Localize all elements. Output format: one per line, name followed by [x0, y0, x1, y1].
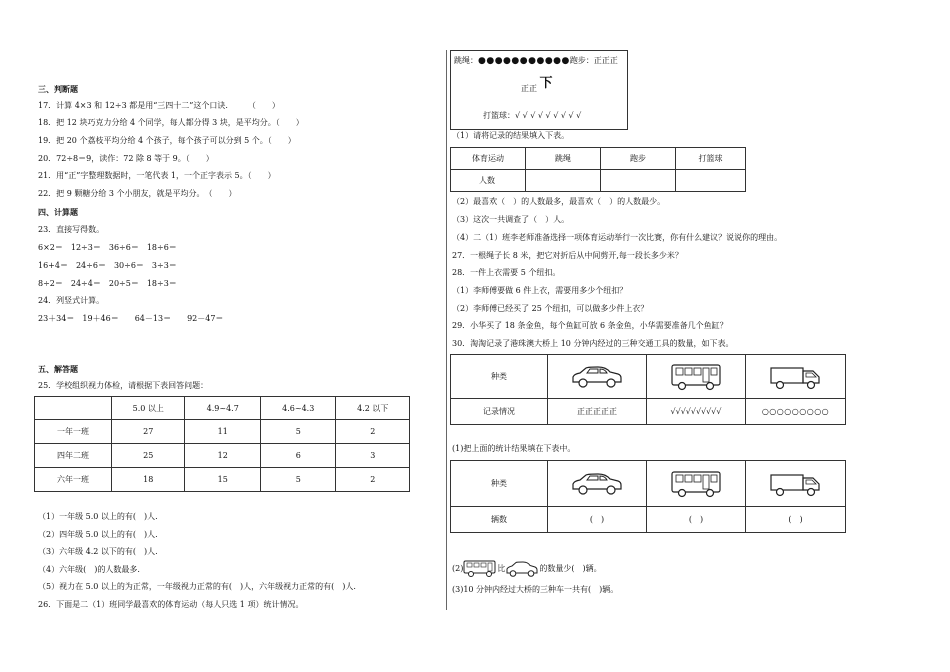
tally-record-box — [450, 50, 628, 130]
bus-cell — [647, 355, 746, 399]
blank-cell[interactable] — [526, 170, 601, 192]
calc-row-1: 6×2＝ 12÷3＝ 36÷6＝ 18÷6＝ — [38, 243, 177, 252]
table-row — [35, 444, 410, 468]
table-cell: 12 — [185, 444, 261, 468]
running-tally-partial: 下 — [539, 76, 553, 91]
table-cell: 15 — [185, 468, 261, 492]
question-22: 22．把 9 颗糖分给 3 个小朋友，就是平均分。 （ ） — [38, 189, 237, 198]
question-19: 19．把 20 个荔枝平均分给 4 个孩子，每个孩子可以分到 5 个。（ ） — [38, 136, 296, 145]
count-blank[interactable]: ( ) — [746, 507, 846, 533]
table-cell: 跑步 — [601, 148, 676, 170]
question-30: 30．淘淘记录了港珠澳大桥上 10 分钟内经过的三种交通工具的数量，如下表。 — [452, 339, 734, 348]
running-tally: 正正 — [521, 84, 537, 93]
table-row — [451, 399, 846, 425]
vehicle-count-table — [450, 460, 846, 533]
car-icon — [570, 364, 624, 390]
vehicle-record-table — [450, 354, 846, 425]
car-icon — [505, 560, 539, 578]
truck-cell — [746, 461, 846, 507]
question-29: 29．小华买了 18 条金鱼，每个鱼缸可放 6 条金鱼，小华需要准备几个鱼缸？ — [452, 321, 728, 330]
question-17: 17．计算 4×3 和 12÷3 都是用“三四十二”这个口诀. （ ） — [38, 101, 280, 110]
tally-line-basketball: 打篮球：√ √ √ √ √ √ √ √ √ — [483, 111, 582, 120]
car-icon — [570, 471, 624, 497]
car-cell — [548, 461, 647, 507]
question-24: 24．列竖式计算。 — [38, 296, 105, 305]
table-cell: 25 — [112, 444, 185, 468]
question-26-3: （3）这次一共调查了（ ）人。 — [452, 215, 570, 224]
table-cell: 打篮球 — [676, 148, 746, 170]
question-25: 25．学校组织视力体检，请根据下表回答问题： — [38, 381, 209, 390]
table-row — [35, 468, 410, 492]
question-27: 27．一根绳子长 8 米，把它对折后从中间剪开,每一段长多少米？ — [452, 251, 683, 260]
question-28: 28．一件上衣需要 5 个纽扣。 — [452, 268, 561, 277]
table-cell: 一年一班 — [35, 420, 112, 444]
question-26: 26．下面是二（1）班同学最喜欢的体育运动（每人只选 1 项）统计情况。 — [38, 600, 304, 609]
truck-icon — [769, 362, 823, 392]
bus-cell — [647, 461, 746, 507]
sports-table-header — [451, 148, 746, 170]
sports-table — [450, 147, 746, 192]
table-cell: 4.2 以下 — [336, 397, 410, 420]
table-row — [451, 507, 846, 533]
question-26-2: （2）最喜欢（ ）的人数最多，最喜欢（ ）的人数最少。 — [452, 197, 666, 206]
question-28-1: （1）李师傅要做 6 件上衣，需要用多少个纽扣？ — [452, 286, 628, 295]
table-cell: 体育运动 — [451, 148, 526, 170]
bus-icon — [669, 362, 723, 392]
table-row — [451, 355, 846, 399]
question-23: 23．直接写得数。 — [38, 225, 105, 234]
question-26-4: （4）二（1）班李老师准备选择一项体育运动举行一次比赛，你有什么建议？说说你的理由。 — [452, 233, 783, 242]
blank-cell[interactable] — [601, 170, 676, 192]
question-30-2 — [452, 560, 602, 578]
tally-line-jumprope — [454, 56, 618, 66]
q30-2-compare: 比 — [497, 564, 506, 573]
table-cell: ○○○○○○○○○ — [746, 399, 846, 425]
table-cell: 种类 — [451, 461, 548, 507]
table-cell: 4.6~4.3 — [260, 397, 336, 420]
table-cell: 27 — [112, 420, 185, 444]
vision-table-header — [35, 397, 410, 420]
question-25-5: （5）视力在 5.0 以上的为正常，一年级视力正常的有( )人，六年级视力正常的有( )人. — [38, 582, 356, 591]
table-cell: √√√√√√√√√√ — [647, 399, 746, 425]
question-25-2: （2）四年级 5.0 以上的有( )人. — [38, 530, 158, 539]
section-4-title: 四、计算题 — [38, 207, 78, 217]
table-cell: 4.9~4.7 — [185, 397, 261, 420]
vision-table — [34, 396, 410, 492]
running-label: 跑步：正正正 — [569, 56, 618, 65]
truck-cell — [746, 355, 846, 399]
table-row — [35, 420, 410, 444]
table-cell: 种类 — [451, 355, 548, 399]
question-30-3: (3)10 分钟内经过大桥的三种车一共有( )辆。 — [452, 585, 619, 594]
table-cell: 5 — [260, 468, 336, 492]
table-cell: 11 — [185, 420, 261, 444]
table-row — [451, 461, 846, 507]
blank-cell[interactable] — [676, 170, 746, 192]
bus-icon — [669, 469, 723, 499]
question-25-1: （1）一年级 5.0 以上的有( )人. — [38, 512, 158, 521]
question-30-1: (1)把上面的统计结果填在下表中。 — [452, 444, 576, 453]
table-cell: 四年二班 — [35, 444, 112, 468]
table-cell: 2 — [336, 468, 410, 492]
calc-row-4: 23＋34＝ 19＋46＝ 64－13＝ 92－47＝ — [38, 314, 224, 323]
table-cell: 六年一班 — [35, 468, 112, 492]
question-28-2: （2）李师傅已经买了 25 个纽扣，可以做多少件上衣？ — [452, 304, 649, 313]
jumprope-dots: ●●●●●●●●●●● — [478, 56, 570, 66]
calc-row-2: 16+4＝ 24÷6＝ 30÷6＝ 3÷3＝ — [38, 261, 177, 270]
table-cell: 5.0 以上 — [112, 397, 185, 420]
table-cell: 2 — [336, 420, 410, 444]
table-cell: 正正正正正 — [548, 399, 647, 425]
table-cell: 3 — [336, 444, 410, 468]
table-cell: 18 — [112, 468, 185, 492]
question-25-4: （4）六年级( )的人数最多. — [38, 565, 140, 574]
truck-icon — [769, 469, 823, 499]
count-blank[interactable]: ( ) — [548, 507, 647, 533]
table-row — [451, 170, 746, 192]
calc-row-3: 8÷2＝ 24÷4＝ 20÷5＝ 18÷3＝ — [38, 279, 177, 288]
q30-2-suffix: 的数量少( )辆。 — [539, 564, 602, 573]
tally-line-running — [521, 76, 553, 94]
table-cell: 5 — [260, 420, 336, 444]
q30-2-prefix: (2) — [452, 564, 464, 573]
question-20: 20．72÷8＝9，读作：72 除 8 等于 9。（ ） — [38, 154, 214, 163]
question-25-3: （3）六年级 4.2 以下的有( )人. — [38, 547, 158, 556]
jumprope-label: 跳绳： — [454, 56, 478, 65]
table-cell: 辆数 — [451, 507, 548, 533]
table-cell — [35, 397, 112, 420]
bus-icon — [463, 560, 497, 578]
table-cell: 人数 — [451, 170, 526, 192]
table-cell: 跳绳 — [526, 148, 601, 170]
table-cell: 6 — [260, 444, 336, 468]
question-21: 21．用“正”字整理数据时，一笔代表 1，一个正字表示 5。（ ） — [38, 171, 276, 180]
question-26-1: （1）请将记录的结果填入下表。 — [452, 131, 570, 140]
question-18: 18．把 12 块巧克力分给 4 个同学，每人都分得 3 块，是平均分。（ ） — [38, 118, 304, 127]
column-divider — [446, 50, 447, 610]
section-5-title: 五、解答题 — [38, 364, 78, 374]
table-cell: 记录情况 — [451, 399, 548, 425]
section-3-title: 三、判断题 — [38, 84, 78, 94]
car-cell — [548, 355, 647, 399]
count-blank[interactable]: ( ) — [647, 507, 746, 533]
